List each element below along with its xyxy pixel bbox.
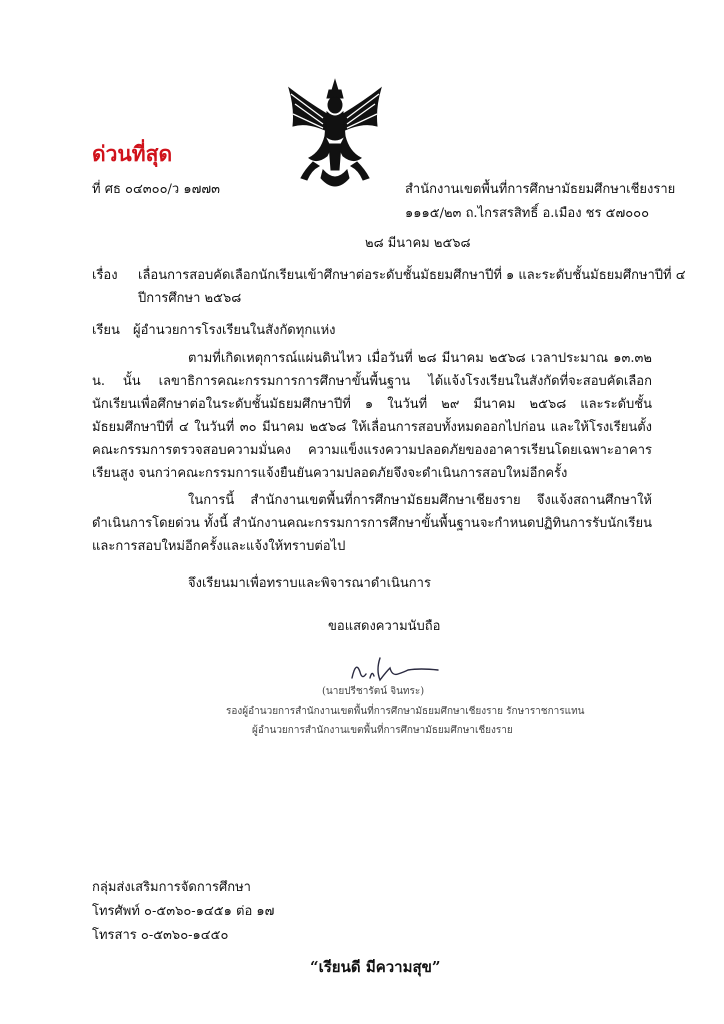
subject-line-1: เลื่อนการสอบคัดเลือกนักเรียนเข้าศึกษาต่อระดับชั้นมัธยมศึกษาปีที่ ๑ และระดับชั้นมัธยมศึกษาปีที่ ๔ [138, 268, 686, 283]
body-paragraph-2: ในการนี้ สำนักงานเขตพื้นที่การศึกษามัธยมศึกษาเชียงราย จึงแจ้งสถานศึกษาให้ดำเนินการโดยด่วน ทั้งนี้ สำนักงานคณะกรรมการการศึกษาขั้นพื้นฐานจะกำหนดปฏิทินการรับนักเรียนและการสอบใหม่อีกครั้งและแจ้งให้ทราบต่อไป [92, 493, 652, 554]
closing-sentence: จึงเรียนมาเพื่อทราบและพิจารณาดำเนินการ [188, 576, 431, 591]
reference-number: ที่ ศธ ๐๔๓๐๐/ว ๑๗๗๓ [92, 182, 221, 197]
department-name: กลุ่มส่งเสริมการจัดการศึกษา [92, 880, 251, 895]
regards-text: ขอแสดงความนับถือ [328, 619, 441, 634]
signer-position-2: ผู้อำนวยการสำนักงานเขตพื้นที่การศึกษามัธยมศึกษาเชียงราย [252, 725, 513, 736]
phone-number: โทรศัพท์ ๐-๕๓๖๐-๑๔๕๑ ต่อ ๑๗ [92, 904, 275, 919]
handwritten-signature [346, 650, 442, 684]
signer-position-1: รองผู้อำนวยการสำนักงานเขตพื้นที่การศึกษามัธยมศึกษาเชียงราย รักษาราชการแทน [226, 706, 585, 717]
recipient-text: ผู้อำนวยการโรงเรียนในสังกัดทุกแห่ง [133, 323, 336, 338]
body-paragraph-1: ตามที่เกิดเหตุการณ์แผ่นดินไหว เมื่อวันที่ ๒๘ มีนาคม ๒๕๖๘ เวลาประมาณ ๑๓.๓๒ น. นั้น เลขาธิการคณะกรรมการการศึกษาขั้นพื้นฐาน ได้แจ้งโรงเรียนในสังกัดที่จะสอบคัดเลือกนักเรียนเพื่อศึกษาต่อในระดับชั้นมัธยมศึกษาปีที่ ๑ ในวันที่ ๒๙ มีนาคม ๒๕๖๘ และระดับชั้นมัธยมศึกษาปีที่ ๔ ในวันที่ ๓๐ มีนาคม ๒๕๖๘ ให้เลื่อนการสอบทั้งหมดออกไปก่อน และให้โรงเรียนตั้งคณะกรรมการตรวจสอบความมั่นคง ความแข็งแรงความปลอดภัยของอาคารเรียนโดยเฉพาะอาคารเรียนสูง จนกว่าคณะกรรมการแจ้งยืนยันความปลอดภัยจึงจะดำเนินการสอบใหม่อีกครั้ง [92, 351, 652, 481]
recipient-label: เรียน [92, 323, 120, 338]
signer-name: (นายปรีชารัตน์ จินทระ) [322, 686, 425, 697]
subject-label: เรื่อง [92, 268, 118, 283]
urgency-stamp: ด่วนที่สุด [92, 142, 173, 166]
motto: “เรียนดี มีความสุข” [310, 958, 441, 976]
organization-name: สำนักงานเขตพื้นที่การศึกษามัธยมศึกษาเชียงราย [405, 182, 676, 197]
document-date: ๒๘ มีนาคม ๒๕๖๘ [365, 236, 471, 251]
subject-line-2: ปีการศึกษา ๒๕๖๘ [138, 291, 242, 306]
fax-number: โทรสาร ๐-๕๓๖๐-๑๔๕๐ [92, 928, 229, 943]
organization-address: ๑๑๑๕/๒๓ ถ.ไกรสรสิทธิ์ อ.เมือง ชร ๕๗๐๐๐ [405, 206, 650, 221]
garuda-emblem-icon [283, 78, 387, 194]
